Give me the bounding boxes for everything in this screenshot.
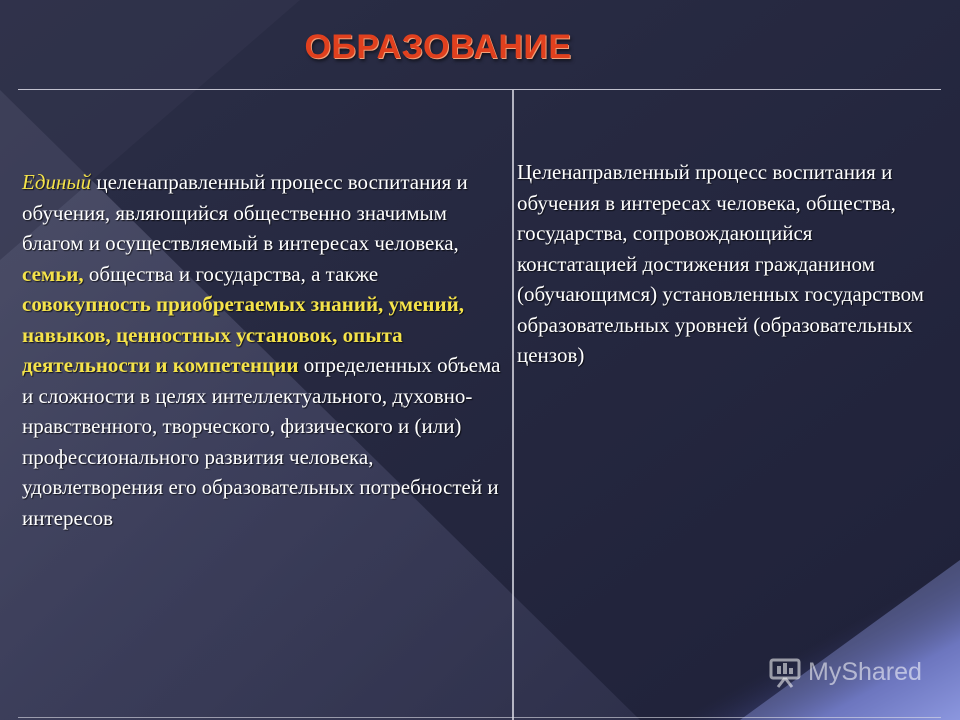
right-text: Целенаправленный процесс воспитания и обучения в интересах человека, общества, государства, сопровождающийся констатацией достижения гражданином (обучающимся) установленных государством образовательных уровней (образовательных цензов) (517, 160, 924, 367)
left-seg-1: Единый (22, 170, 92, 194)
left-seg-4: общества и государства, а также (83, 261, 379, 286)
left-seg-6: определенных объема и сложности в целях интеллектуального, духовно-нравственного, творческого, физического и (или) профессионального развития человека, удовлетворения его образовательных потребностей и интересов (22, 353, 501, 530)
bottom-rule (18, 717, 941, 718)
watermark-label: MyShared (808, 657, 922, 686)
left-seg-5: совокупность приобретаемых знаний, умений, навыков, ценностных установок, опыта деятельности и компетенции (22, 292, 464, 377)
slide-title: ОБРАЗОВАНИЕ (304, 28, 572, 66)
presentation-icon (768, 656, 802, 688)
watermark (768, 656, 922, 688)
right-definition (517, 157, 937, 371)
left-seg-2: целенаправленный процесс воспитания и обучения, являющийся общественно значимым благом и осуществляемый в интересах человека, (22, 170, 468, 255)
left-seg-3: семьи, (22, 261, 84, 286)
column-divider (512, 90, 514, 720)
left-definition (22, 167, 506, 533)
top-rule (18, 89, 941, 90)
